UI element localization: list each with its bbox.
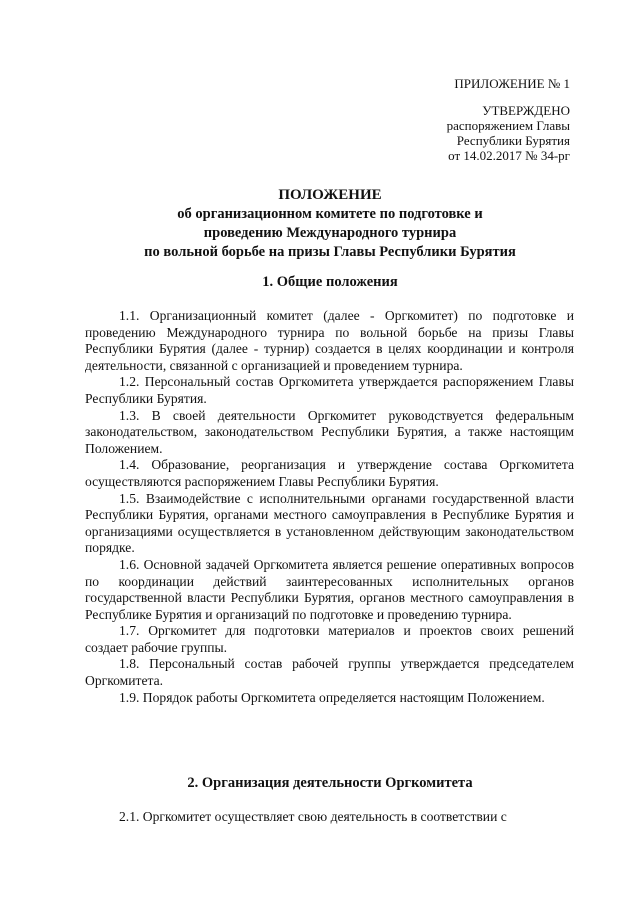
paragraph-1-5: 1.5. Взаимодействие с исполнительными органами государственной власти Республики Бурятия, органами местного самоуправления в Республике Бурятия и организациями осуществляется в установленном действующим законодательством порядке. <box>85 490 574 556</box>
paragraph-1-3: 1.3. В своей деятельности Оргкомитет руководствуется федеральным законодательством, законодательством Республики Бурятия, а также настоящим Положением. <box>85 407 574 456</box>
paragraph-1-2: 1.2. Персональный состав Оргкомитета утверждается распоряжением Главы Республики Бурятия. <box>85 374 574 406</box>
paragraph-1-6: 1.6. Основной задачей Оргкомитета является решение оперативных вопросов по координации действий заинтересованных исполнительных органов государственной власти Республики Бурятия, органов местного самоуправления в Республике Бурятия и организаций по подготовке и проведению турнира. <box>85 556 574 622</box>
section-2-body <box>85 809 574 826</box>
approved-line-3: от 14.02.2017 № 34-рг <box>448 148 570 163</box>
paragraph-1-8: 1.8. Персональный состав рабочей группы утверждается председателем Оргкомитета. <box>85 656 574 689</box>
approved-line-1: распоряжением Главы <box>446 118 570 133</box>
title-subtitle-1: об организационном комитете по подготовке и <box>177 206 483 222</box>
paragraph-1-9: 1.9. Порядок работы Оргкомитета определяется настоящим Положением. <box>119 689 545 705</box>
approval-header <box>447 76 570 163</box>
approved-label: УТВЕРЖДЕНО <box>482 103 570 118</box>
paragraph-1-1: 1.1. Организационный комитет (далее - Оргкомитет) по подготовке и проведению Международного турнира по вольной борьбе на призы Главы Республики Бурятия (далее - турнир) создается в целях координации и контроля деятельности, связанной с организацией и проведением турнира. <box>85 308 574 373</box>
title-subtitle-2: проведению Международного турнира <box>203 225 457 241</box>
section-heading-2: 2. Организация деятельности Оргкомитета <box>187 775 473 791</box>
document-title <box>100 186 560 262</box>
paragraph-2-1: 2.1. Оргкомитет осуществляет свою деятельность в соответствии с <box>119 809 507 824</box>
title-main: ПОЛОЖЕНИЕ <box>278 187 382 203</box>
approved-line-2: Республики Бурятия <box>456 133 570 148</box>
paragraph-1-7: 1.7. Оргкомитет для подготовки материалов и проектов своих решений создает рабочие группы. <box>85 623 574 655</box>
appendix-label: ПРИЛОЖЕНИЕ № 1 <box>454 76 570 91</box>
section-heading-1: 1. Общие положения <box>262 274 398 290</box>
section-1-body <box>85 308 574 706</box>
title-subtitle-3: по вольной борьбе на призы Главы Республики Бурятия <box>144 244 516 260</box>
paragraph-1-4: 1.4. Образование, реорганизация и утверждение состава Оргкомитета осуществляются распоряжением Главы Республики Бурятия. <box>85 457 574 489</box>
